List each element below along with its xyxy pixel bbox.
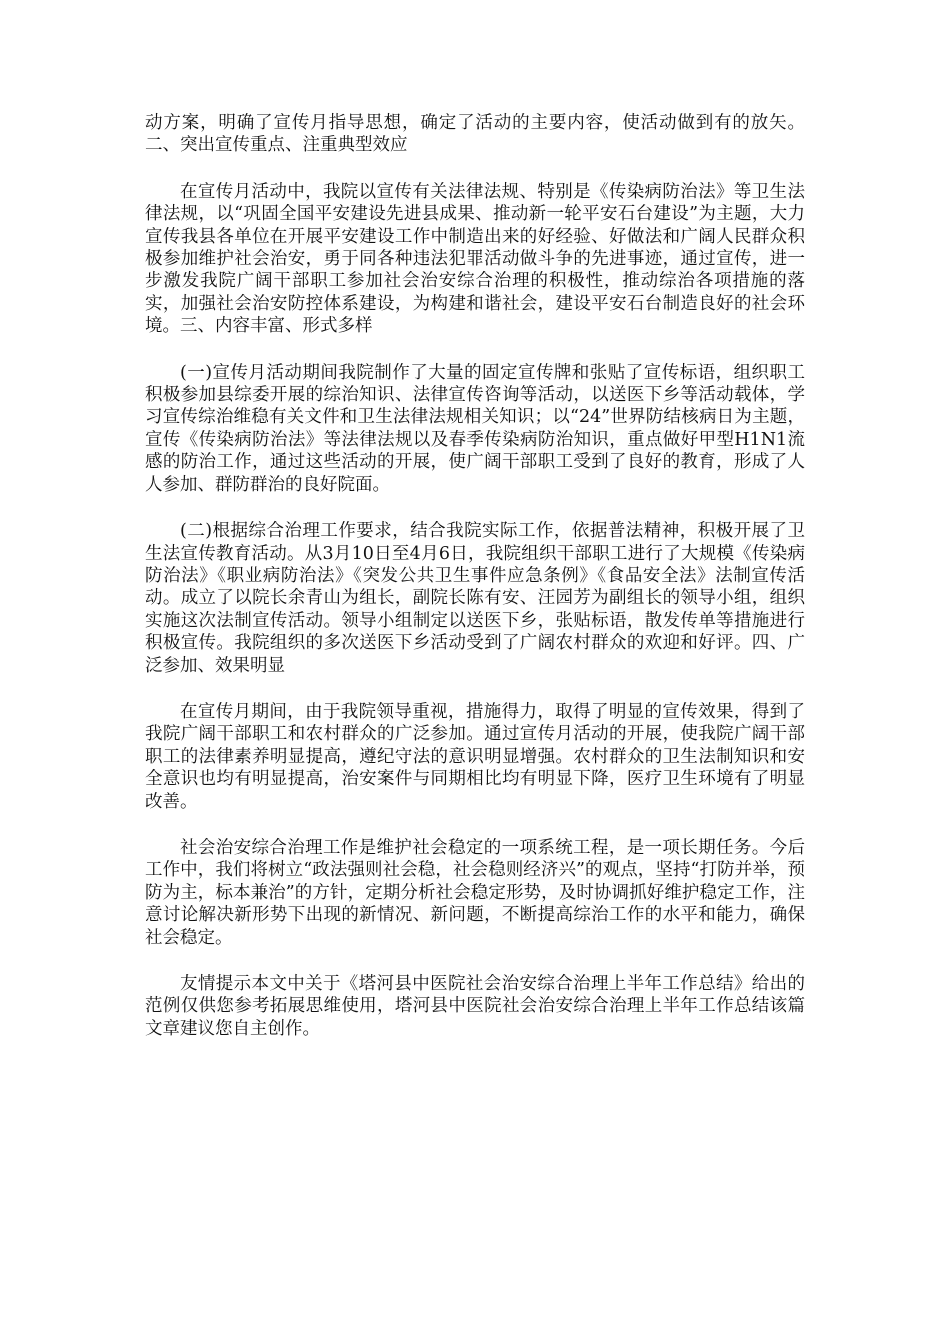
document-body — [145, 112, 805, 1064]
paragraph-notice: 友情提示本文中关于《塔河县中医院社会治安综合治理上半年工作总结》给出的范例仅供您参考拓展思维使用，塔河县中医院社会治安综合治理上半年工作总结该篇文章建议您自主创作。 — [145, 974, 805, 1039]
paragraph-publicity-focus: 在宣传月活动中，我院以宣传有关法律法规、特别是《传染病防治法》等卫生法律法规，以“巩固全国平安建设先进县成果、推动新一轮平安石台建设”为主题，大力宣传我县各单位在开展平安建设工作中制造出来的好经验、好做法和广阔人民群众积极参加维护社会治安，勇于同各种违法犯罪活动做斗争的先进事迹，通过宣传，进一步激发我院广阔干部职工参加社会治安综合治理的积极性，推动综治各项措施的落实，加强社会治安防控体系建设，为构建和谐社会，建设平安石台制造良好的社会环境。三、内容丰富、形式多样 — [145, 181, 805, 337]
paragraph-results: 在宣传月期间，由于我院领导重视，措施得力，取得了明显的宣传效果，得到了我院广阔干部职工和农村群众的广泛参加。通过宣传月活动的开展，使我院广阔干部职工的法律素养明显提高，遵纪守法的意识明显增强。农村群众的卫生法制知识和安全意识也均有明显提高，治安案件与同期相比均有明显下降，医疗卫生环境有了明显改善。 — [145, 701, 805, 812]
paragraph-activities-one: (一)宣传月活动期间我院制作了大量的固定宣传牌和张贴了宣传标语，组织职工积极参加县综委开展的综治知识、法律宣传咨询等活动，以送医下乡等活动载体，学习宣传综治维稳有关文件和卫生法律法规相关知识；以“24”世界防结核病日为主题，宣传《传染病防治法》等法律法规以及春季传染病防治知识，重点做好甲型H1N1流感的防治工作，通过这些活动的开展，使广阔干部职工受到了良好的教育，形成了人人参加、群防群治的良好院面。 — [145, 362, 805, 495]
paragraph-conclusion: 社会治安综合治理工作是维护社会稳定的一项系统工程，是一项长期任务。今后工作中，我们将树立“政法强则社会稳，社会稳则经济兴”的观点，坚持“打防并举，预防为主，标本兼治”的方针，定期分析社会稳定形势，及时协调抓好维护稳定工作，注意讨论解决新形势下出现的新情况、新问题，不断提高综治工作的水平和能力，确保社会稳定。 — [145, 837, 805, 948]
paragraph-continuation: 动方案，明确了宣传月指导思想，确定了活动的主要内容，使活动做到有的放矢。二、突出宣传重点、注重典型效应 — [145, 113, 805, 156]
paragraph-activities-two: (二)根据综合治理工作要求，结合我院实际工作，依据普法精神，积极开展了卫生法宣传教育活动。从3月10日至4月6日，我院组织干部职工进行了大规模《传染病防治法》《职业病防治法》《突发公共卫生事件应急条例》《食品安全法》法制宣传活动。成立了以院长余青山为组长，副院长陈有安、汪园芳为副组长的领导小组，组织实施这次法制宣传活动。领导小组制定以送医下乡，张贴标语，散发传单等措施进行积极宣传。我院组织的多次送医下乡活动受到了广阔农村群众的欢迎和好评。四、广泛参加、效果明显 — [145, 521, 805, 676]
